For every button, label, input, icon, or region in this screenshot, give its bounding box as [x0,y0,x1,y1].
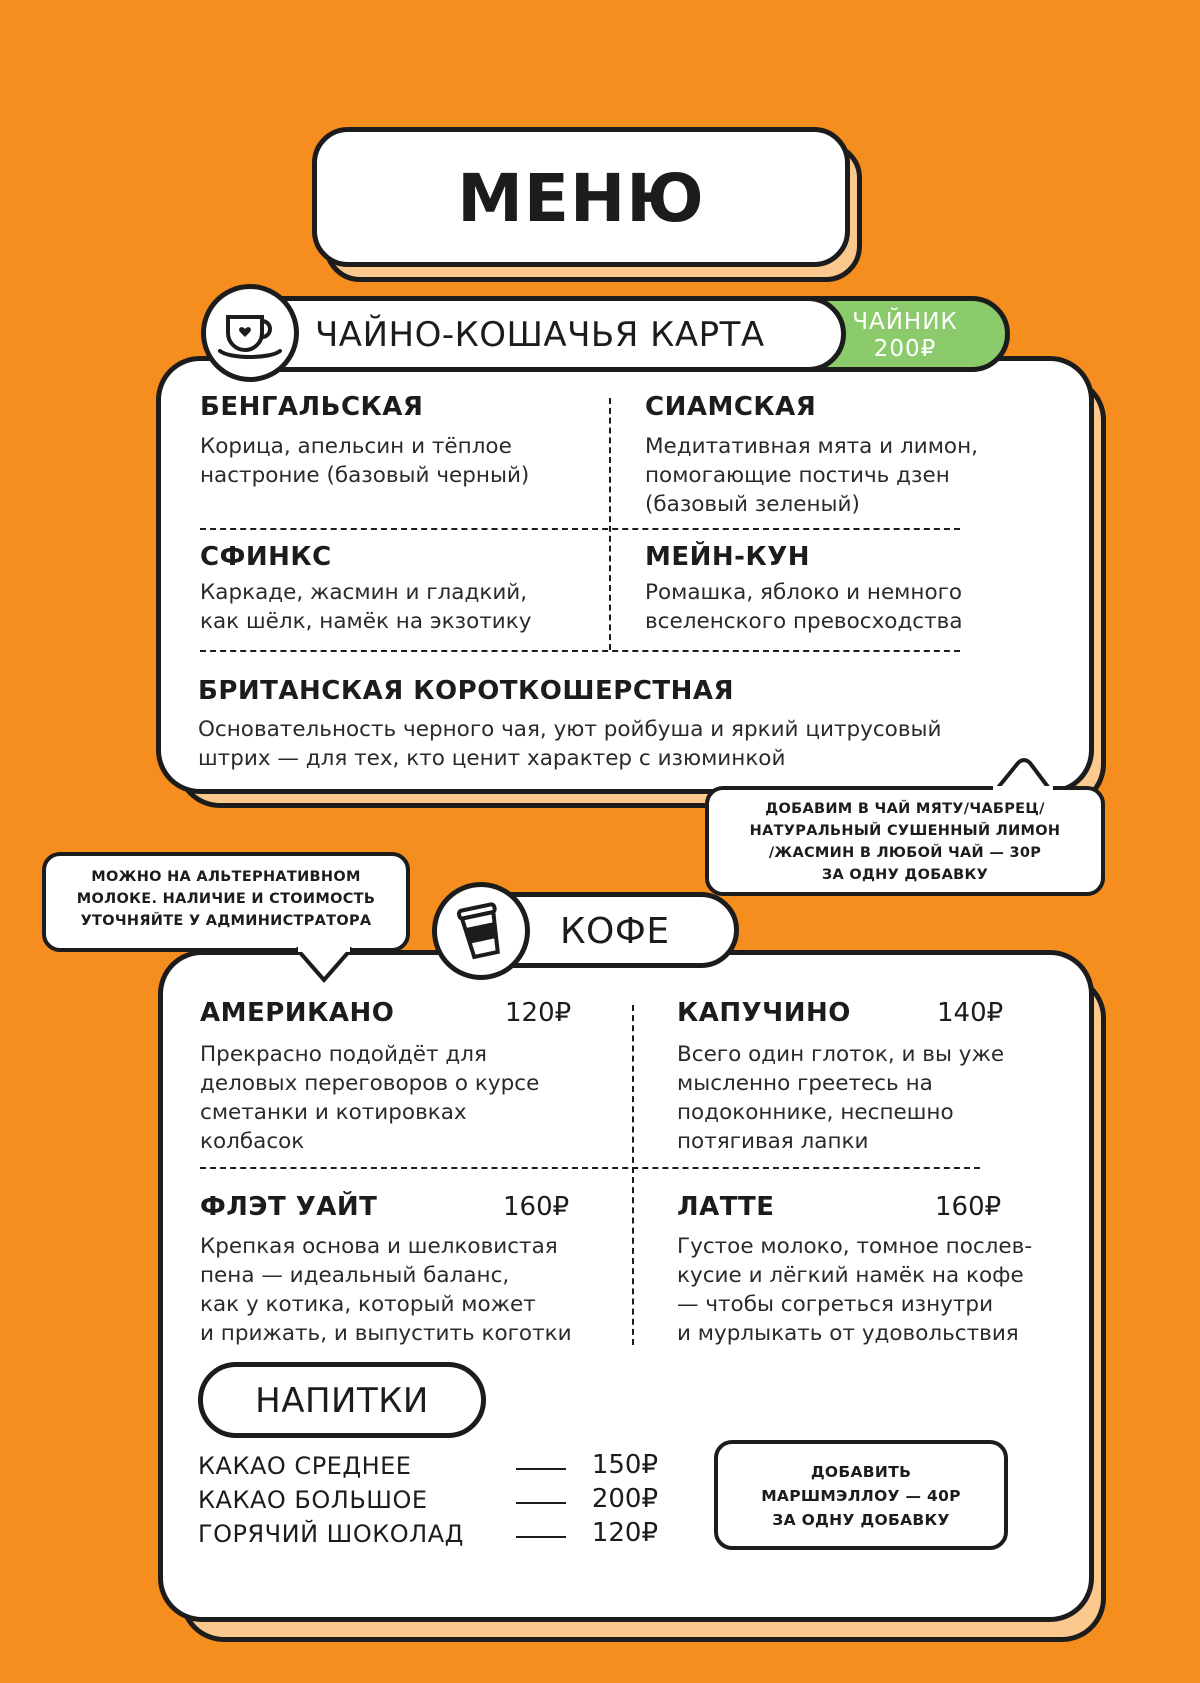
speech-tail-join [993,786,1053,794]
coffee-cup-icon [437,887,525,975]
drinks-header: НАПИТКИ [255,1381,429,1421]
drink-price: 200₽ [591,1484,658,1514]
tea-icon-circle [201,284,299,382]
coffee-icon-circle [432,882,530,980]
tea-cup-icon [206,289,294,377]
drink-name: ГОРЯЧИЙ ШОКОЛАД [198,1520,464,1548]
speech-tail-join [298,944,350,952]
title-box [312,127,850,267]
coffee-item-price: 140₽ [937,998,1004,1028]
teapot-price: 200₽ [873,336,937,362]
tea-header-pill [226,296,846,372]
drinks-header-pill [198,1362,486,1438]
coffee-item-name: КАПУЧИНО [677,998,851,1028]
milk-note: МОЖНО НА АЛЬТЕРНАТИВНОМ МОЛОКЕ. НАЛИЧИЕ И СТОИМОСТЬ УТОЧНЯЙТЕ У АДМИНИСТРАТОРА [42,852,410,952]
tea-item-name: СФИНКС [200,542,332,572]
coffee-item-desc: Густое молоко, томное послев- кусие и лёгкий намёк на кофе — чтобы согреться изнутри и мурлыкать от удовольствия [677,1234,1033,1346]
tea-addon-note: ДОБАВИМ В ЧАЙ МЯТУ/ЧАБРЕЦ/ НАТУРАЛЬНЫЙ СУШЕННЫЙ ЛИМОН /ЖАСМИН В ЛЮБОЙ ЧАЙ — 30Р ЗА ОДНУ ДОБАВКУ [705,786,1105,896]
speech-tail [292,946,356,986]
coffee-item-price: 160₽ [503,1192,570,1222]
leader-line [516,1502,566,1504]
coffee-item-price: 120₽ [505,998,572,1028]
teapot-label: ЧАЙНИК [852,309,958,335]
divider [200,1167,980,1169]
drink-name: КАКАО СРЕДНЕЕ [198,1452,412,1480]
tea-header: ЧАЙНО-КОШАЧЬЯ КАРТА [315,315,765,355]
marshmallow-note: ДОБАВИТЬ МАРШМЭЛЛОУ — 40Р ЗА ОДНУ ДОБАВКУ [714,1440,1008,1550]
leader-line [516,1468,566,1470]
coffee-header: КОФЕ [560,911,670,952]
tea-item-name: СИАМСКАЯ [645,392,817,422]
tea-item-desc: Каркаде, жасмин и гладкий, как шёлк, намёк на экзотику [200,580,532,634]
leader-line [516,1536,566,1538]
drink-name: КАКАО БОЛЬШОЕ [198,1486,428,1514]
coffee-item-desc: Прекрасно подойдёт для деловых переговоров о курсе сметанки и котировках колбасок [200,1042,540,1154]
coffee-item-desc: Всего один глоток, и вы уже мысленно греетесь на подоконнике, неспешно потягивая лапки [677,1042,1005,1154]
tea-item-desc: Основательность черного чая, уют ройбуша и яркий цитрусовый штрих — для тех, кто ценит характер с изюминкой [198,717,942,771]
coffee-item-name: ЛАТТЕ [677,1192,775,1222]
tea-item-desc: Корица, апельсин и тёплое настроние (базовый черный) [200,434,530,488]
divider [200,528,960,530]
coffee-item-name: ФЛЭТ УАЙТ [200,1192,378,1222]
coffee-item-desc: Крепкая основа и шелковистая пена — идеальный баланс, как у котика, который может и прижать, и выпустить коготки [200,1234,572,1346]
divider [609,398,611,650]
coffee-item-price: 160₽ [935,1192,1002,1222]
tea-item-desc: Медитативная мята и лимон, помогающие постичь дзен (базовый зеленый) [645,434,978,517]
tea-item-name: БЕНГАЛЬСКАЯ [200,392,424,422]
tea-item-name: БРИТАНСКАЯ КОРОТКОШЕРСТНАЯ [198,676,735,706]
drink-price: 120₽ [591,1518,658,1548]
drink-price: 150₽ [591,1450,658,1480]
divider [200,650,960,652]
tea-item-desc: Ромашка, яблоко и немного вселенского превосходства [645,580,963,634]
divider [632,1005,634,1345]
tea-item-name: МЕЙН-КУН [645,542,811,572]
coffee-item-name: АМЕРИКАНО [200,998,395,1028]
page-title: МЕНЮ [457,160,705,237]
